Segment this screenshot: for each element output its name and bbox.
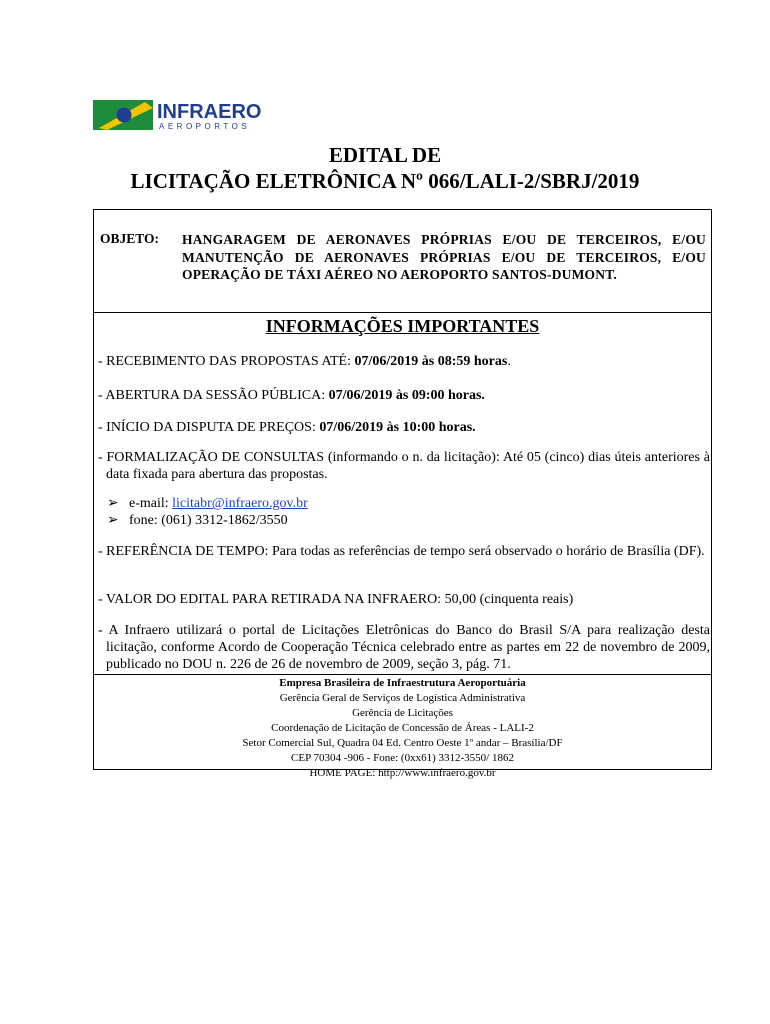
recebimento-value: 07/06/2019 às 08:59 horas: [354, 354, 508, 369]
inicio-line: [98, 419, 702, 436]
footer-phone: CEP 70304 -906 - Fone: (0xx61) 3312-3550/ 1862: [291, 752, 514, 764]
email-item: [107, 495, 308, 512]
fone-item: [107, 512, 288, 529]
footer-homepage: HOME PAGE: http://www.infraero.gov.br: [309, 767, 496, 779]
objeto-text: HANGARAGEM DE AERONAVES PRÓPRIAS E/OU DE TERCEIROS, E/OU MANUTENÇÃO DE AERONAVES PRÓPRIAS E/OU DE TERCEIROS, E/OU OPERAÇÃO DE TÁXI AÉREO NO AEROPORTO SANTOS-DUMONT.: [182, 232, 706, 282]
objeto-section: [94, 210, 711, 313]
logo-subtitle-text: AEROPORTOS: [159, 122, 251, 131]
footer: [94, 676, 711, 781]
recebimento-suffix: .: [507, 354, 511, 369]
arrow-bullet-icon: ➢: [107, 513, 119, 528]
inicio-label: - INÍCIO DA DISPUTA DE PREÇOS:: [98, 420, 320, 435]
abertura-value: 07/06/2019 às 09:00 horas.: [328, 388, 485, 403]
page-title-line2: LICITAÇÃO ELETRÔNICA Nº 066/LALI-2/SBRJ/2019: [130, 169, 640, 193]
abertura-label: - ABERTURA DA SESSÃO PÚBLICA:: [98, 388, 329, 403]
formalizacao-text: - FORMALIZAÇÃO DE CONSULTAS (informando o n. da licitação): Até 05 (cinco) dias úteis anteriores à data fixada para abertura das propostas.: [98, 450, 710, 482]
footer-line: Gerência Geral de Serviços de Logística Administrativa: [279, 692, 526, 704]
email-link[interactable]: licitabr@infraero.gov.br: [172, 496, 308, 511]
email-label: e-mail:: [129, 496, 173, 511]
page-title-line1: EDITAL DE: [328, 143, 442, 167]
abertura-line: [98, 387, 702, 404]
valor-text: - VALOR DO EDITAL PARA RETIRADA NA INFRAERO: 50,00 (cinquenta reais): [98, 592, 574, 607]
logo-flag-globe: [117, 108, 132, 123]
inicio-value: 07/06/2019 às 10:00 horas.: [319, 420, 476, 435]
footer-line: Gerência de Licitações: [352, 707, 453, 719]
fone-text: fone: (061) 3312-1862/3550: [129, 513, 288, 528]
recebimento-line: [98, 353, 702, 370]
footer-company: Empresa Brasileira de Infraestrutura Aeroportuária: [279, 677, 526, 689]
arrow-bullet-icon: ➢: [107, 496, 119, 511]
infraero-logo: [93, 98, 265, 132]
portal-text: - A Infraero utilizará o portal de Licitações Eletrônicas do Banco do Brasil S/A para realização desta licitação, conforme Acordo de Cooperação Técnica celebrado entre as partes em 22 de novembro de 2009, publicado no DOU n. 226 de 26 de novembro de 2009, seção 3, pág. 71.: [98, 623, 710, 672]
info-heading: INFORMAÇÕES IMPORTANTES: [265, 316, 540, 336]
objeto-label: OBJETO:: [100, 231, 160, 246]
notice-box: [93, 209, 712, 779]
footer-divider: [94, 674, 711, 675]
footer-line: Coordenação de Licitação de Concessão de Áreas - LALI-2: [271, 722, 534, 734]
footer-address: Setor Comercial Sul, Quadra 04 Ed. Centro Oeste 1º andar – Brasília/DF: [242, 737, 563, 749]
recebimento-label: - RECEBIMENTO DAS PROPOSTAS ATÉ:: [98, 354, 355, 369]
referencia-text: - REFERÊNCIA DE TEMPO: Para todas as referências de tempo será observado o horário de Brasília (DF).: [98, 544, 705, 559]
logo-brand-text: INFRAERO: [157, 101, 262, 123]
